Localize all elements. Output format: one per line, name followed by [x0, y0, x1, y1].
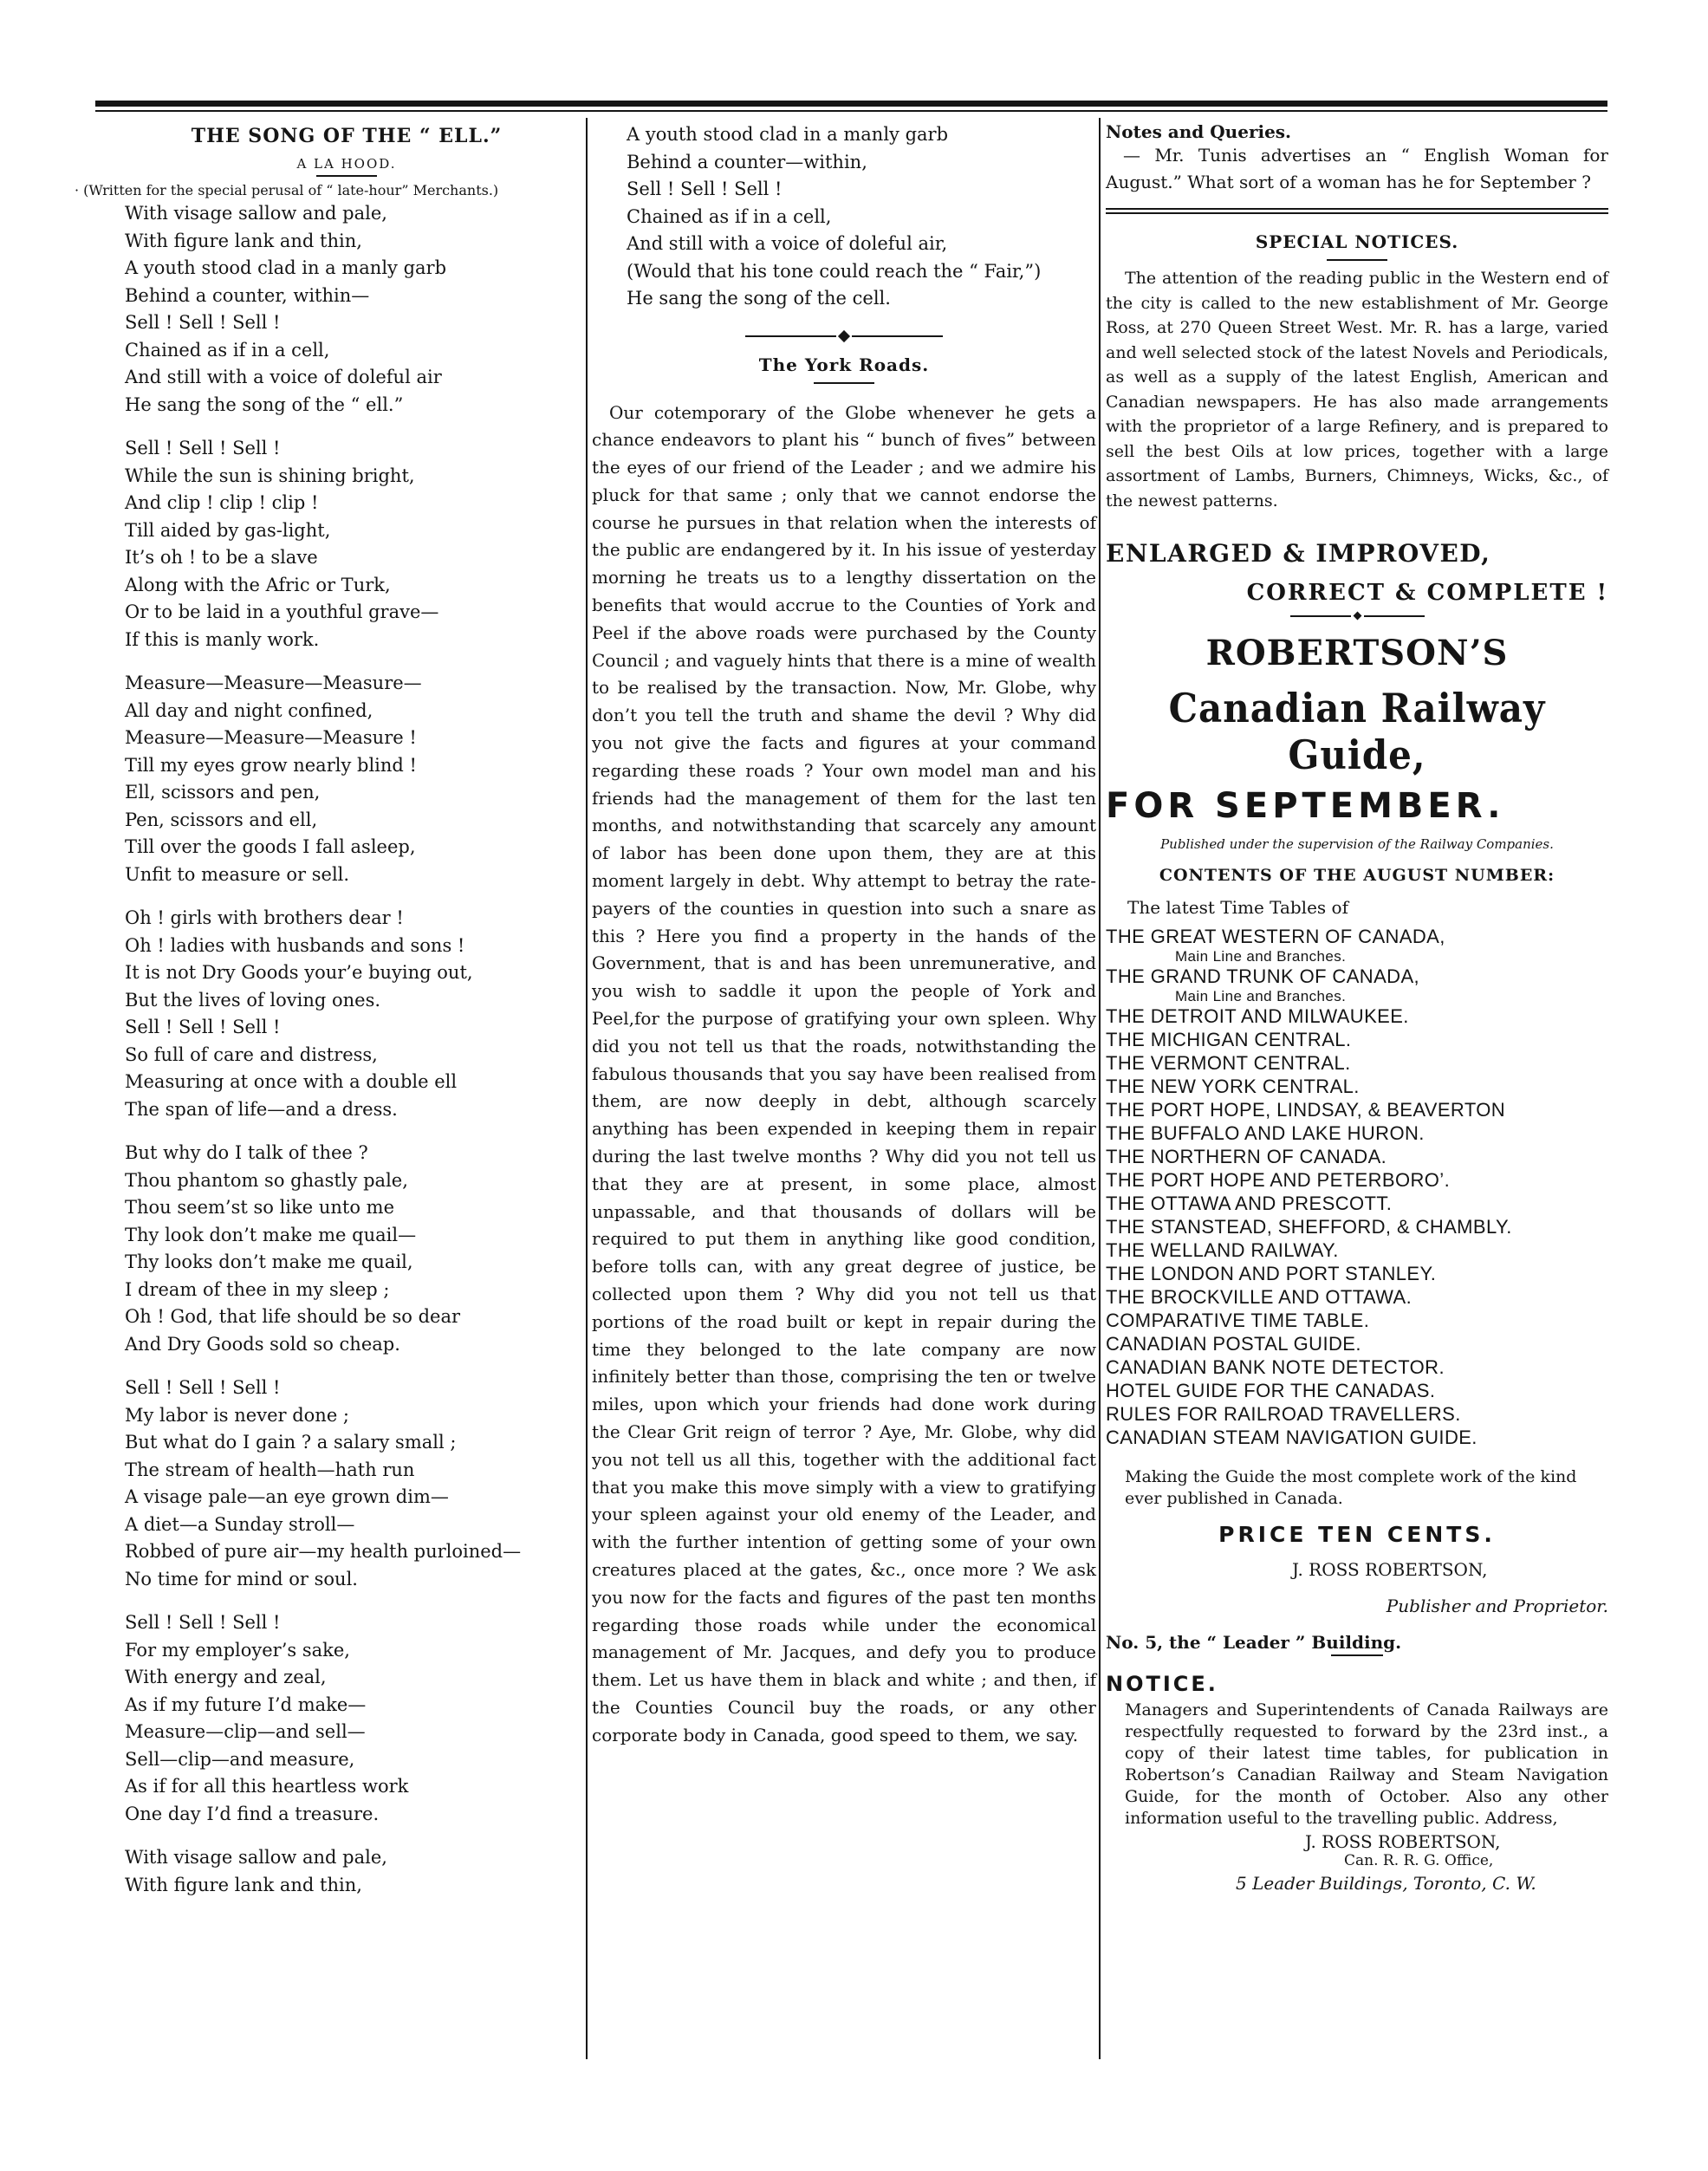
- railway-item: THE OTTAWA AND PRESCOTT.: [1106, 1193, 1393, 1214]
- column-divider-1: [586, 118, 588, 2059]
- masthead-rule-thick: [95, 101, 1607, 107]
- railway-item: CANADIAN BANK NOTE DETECTOR.: [1106, 1356, 1445, 1378]
- railway-subitem: Main Line and Branches.: [1175, 948, 1347, 965]
- poem-line: With visage sallow and pale,: [125, 1847, 387, 1868]
- ad-supervision: Published under the supervision of the Railway Companies.: [1160, 836, 1554, 852]
- poem-line: While the sun is shining bright,: [125, 465, 415, 486]
- railway-item: CANADIAN STEAM NAVIGATION GUIDE.: [1106, 1427, 1477, 1448]
- ad-enlarged-line: ENLARGED & IMPROVED,: [1106, 539, 1491, 568]
- poem-line: The span of life—and a dress.: [125, 1098, 398, 1120]
- queries-body: — Mr. Tunis advertises an “ English Woman for August.” What sort of a woman has he for September ?: [1106, 145, 1608, 192]
- ornamental-divider: [1106, 613, 1608, 619]
- poem-line: It’s oh ! to be a slave: [125, 547, 318, 568]
- notice-title: NOTICE.: [1106, 1672, 1218, 1696]
- railway-item: THE BUFFALO AND LAKE HURON.: [1106, 1122, 1425, 1144]
- poem-line: Behind a counter—within,: [627, 151, 867, 172]
- ad-building: No. 5, the “ Leader ” Building.: [1106, 1632, 1402, 1653]
- ad-robertsons: ROBERTSON’S: [1205, 633, 1509, 673]
- divider: [1327, 259, 1387, 261]
- poem-stanzas: [113, 200, 581, 1899]
- poem-line: For my employer’s sake,: [125, 1639, 350, 1661]
- poem-line: But the lives of loving ones.: [125, 989, 381, 1011]
- ad-latest-tables: The latest Time Tables of: [1127, 897, 1348, 918]
- railway-item: THE MICHIGAN CENTRAL.: [1106, 1029, 1352, 1050]
- article-body: [592, 400, 1096, 1750]
- article-paragraph: Our cotemporary of the Globe whenever he gets a chance endeavors to plant his “ bunch of fives” between the eyes of our friend of the Leader ; and we admire his pluck for that same ; only that we cannot endorse the course he pursues in that relation when the interests of the public are endangered by it. In his issue of yesterday morning he treats us to a lengthy dissertation on the benefits that would accrue to the Counties of York and Peel if the above roads were purchased by the County Council ; and vaguely hints that there is a mine of wealth to be realised by the transaction. Now, Mr. Globe, why don’t you tell the truth and shame the devil ? Why did you not give the facts and figures at your command regarding these roads ? Your own model man and his friends had the management of them for the last ten months, and notwithstanding that scarcely any amount of labor has been done upon them, they are at this moment largely in debt. Why attempt to betray the rate-payers of the counties in question into such a snare as this ? Here you find a property in the hands of the Government, that is and has been unremunerative, and you wish to saddle it upon the people of York and Peel,for the purpose of gratifying your own spleen. Why did you not tell us that the roads, notwithstanding the fabulous thousands that you say have been realised from them, are now deeply in debt, although scarcely anything has been expended in keeping them in repair during the last twelve months ? Why did you not tell us that they are at present, in some place, almost unpassable, and that thousands of dollars will be required to put them in anything like good condition, before tolls can, with any great degree of justice, be collected upon them ? Why did you not tell us that portions of the road built or kept in repair during the time they belonged to the late company are now infinitely better than those, comprising the ten or twelve miles, upon which your friends had done work during the Clear Grit reign of terror ? Aye, Mr. Globe, why did you not tell us all this, together with the additional fact that you make this move simply with a view to gratifying your spleen against your old enemy of the Leader, and with the further intention of getting some of your own creatures placed at the gates, &c., once more ? We ask you now for the facts and figures of the past ten months regarding those roads while under the economical management of Mr. Jacques, and defy you to produce them. Let us have them in black and white ; and then, if the Counties Council buy the roads, or any other corporate body in Canada, good speed to them, we say.: [592, 401, 1096, 1745]
- poem-stanza: [113, 200, 581, 419]
- railway-item: THE NORTHERN OF CANADA.: [1106, 1146, 1387, 1167]
- poem-line: It is not Dry Goods your’e buying out,: [125, 962, 473, 983]
- poem-line: No time for mind or soul.: [125, 1568, 358, 1589]
- poem-line: Sell ! Sell ! Sell !: [125, 1612, 281, 1633]
- poem-stanza: [113, 435, 581, 653]
- ad-for-september: FOR SEPTEMBER.: [1106, 786, 1505, 826]
- poem-line: As if my future I’d make—: [125, 1693, 367, 1715]
- poem-line: With energy and zeal,: [125, 1667, 327, 1687]
- poem-line: Unfit to measure or sell.: [125, 863, 350, 885]
- poem-stanza: [113, 1140, 581, 1358]
- railway-item: RULES FOR RAILROAD TRAVELLERS.: [1106, 1403, 1461, 1425]
- poem-line: Measure—Measure—Measure !: [125, 727, 417, 748]
- column-divider-2: [1099, 118, 1101, 2059]
- poem-line: Measure—clip—and sell—: [125, 1721, 366, 1742]
- poem-line: Sell ! Sell ! Sell !: [125, 1377, 281, 1398]
- poem-line: Robbed of pure air—my health purloined—: [125, 1541, 522, 1562]
- poem-line: He sang the song of the “ ell.”: [125, 393, 404, 415]
- poem-line: With visage sallow and pale,: [125, 203, 387, 224]
- poem-line: A visage pale—an eye grown dim—: [125, 1486, 449, 1507]
- divider: [1331, 1654, 1383, 1656]
- railway-item: THE WELLAND RAILWAY.: [1106, 1239, 1339, 1261]
- poem-line: A youth stood clad in a manly garb: [627, 124, 949, 145]
- poem-line: And clip ! clip ! clip !: [125, 492, 319, 513]
- poem-line: (Would that his tone could reach the “ Fair,”): [627, 260, 1042, 282]
- poem-dedication: · (Written for the special perusal of “ late-hour” Merchants.): [75, 182, 499, 198]
- ad-making-text: Making the Guide the most complete work of the kind ever published in Canada.: [1125, 1467, 1577, 1508]
- poem-line: One day I’d find a treasure.: [125, 1803, 380, 1824]
- poem-line: If this is manly work.: [125, 628, 320, 650]
- poem-line: Till aided by gas-light,: [125, 519, 331, 541]
- poem-line: Sell ! Sell ! Sell !: [125, 1017, 281, 1037]
- poem-line: With figure lank and thin,: [125, 1874, 362, 1895]
- ad-contents-heading: CONTENTS OF THE AUGUST NUMBER:: [1159, 866, 1555, 885]
- divider: [814, 382, 874, 384]
- column-poem: [75, 121, 581, 1915]
- poem-line: Sell ! Sell ! Sell !: [125, 438, 281, 458]
- notice-signature-address: 5 Leader Buildings, Toronto, C. W.: [1236, 1873, 1536, 1894]
- poem-line: A diet—a Sunday stroll—: [125, 1513, 355, 1535]
- poem-stanza: [113, 1844, 581, 1899]
- poem-subtitle: A LA HOOD.: [296, 156, 397, 172]
- poem-line: Sell—clip—and measure,: [125, 1748, 355, 1770]
- railway-item: THE BROCKVILLE AND OTTAWA.: [1106, 1286, 1413, 1308]
- notice-signature-office: Can. R. R. G. Office,: [1344, 1852, 1494, 1869]
- railway-item: THE LONDON AND PORT STANLEY.: [1106, 1263, 1437, 1284]
- poem-line: Chained as if in a cell,: [627, 205, 832, 227]
- poem-line: Thou seem’st so like unto me: [125, 1197, 394, 1218]
- poem-line: And Dry Goods sold so cheap.: [125, 1333, 400, 1355]
- railway-list: [1106, 925, 1608, 1449]
- railway-item: HOTEL GUIDE FOR THE CANADAS.: [1106, 1380, 1436, 1401]
- poem-line: Thy look don’t make me quail—: [125, 1224, 417, 1245]
- ad-price: PRICE TEN CENTS.: [1218, 1522, 1496, 1547]
- poem-stanza: [113, 670, 581, 888]
- railway-item: THE VERMONT CENTRAL.: [1106, 1052, 1351, 1074]
- poem-line: My labor is never done ;: [125, 1404, 349, 1426]
- poem-line: So full of care and distress,: [125, 1043, 378, 1065]
- queries-title: Notes and Queries.: [1106, 121, 1292, 142]
- poem-line: Till my eyes grow nearly blind !: [125, 754, 417, 776]
- poem-line: But what do I gain ? a salary small ;: [125, 1432, 457, 1453]
- poem-line: He sang the song of the cell.: [627, 288, 891, 309]
- ad-publisher-role: Publisher and Proprietor.: [1386, 1596, 1608, 1616]
- poem-stanza: [113, 1375, 581, 1593]
- ad-railway-guide: Canadian Railway Guide,: [1168, 685, 1546, 778]
- poem-line: And still with a voice of doleful air,: [627, 233, 948, 254]
- divider: [316, 175, 377, 177]
- poem-line: Sell ! Sell ! Sell !: [627, 179, 783, 199]
- railway-item: THE PORT HOPE AND PETERBORO’.: [1106, 1169, 1451, 1191]
- ad-correct-line: CORRECT & COMPLETE !: [1246, 580, 1608, 606]
- poem-line: Along with the Afric or Turk,: [125, 574, 391, 595]
- poem-line: Measure—Measure—Measure—: [125, 673, 422, 693]
- column-editorial: [592, 121, 1096, 1750]
- poem-line: All day and night confined,: [125, 699, 373, 721]
- poem-line: The stream of health—hath run: [125, 1459, 415, 1480]
- poem-line: Oh ! ladies with husbands and sons !: [125, 934, 465, 956]
- double-rule: [1106, 208, 1608, 214]
- poem-line: Ell, scissors and pen,: [125, 782, 321, 803]
- poem-stanza: [113, 905, 581, 1123]
- poem-line: Measuring at once with a double ell: [125, 1071, 458, 1092]
- poem-line: With figure lank and thin,: [125, 230, 362, 251]
- article-title: The York Roads.: [758, 354, 930, 375]
- column-notices: [1106, 121, 1608, 1894]
- railway-item: THE GREAT WESTERN OF CANADA,: [1106, 926, 1445, 947]
- railway-item: THE STANSTEAD, SHEFFORD, & CHAMBLY.: [1106, 1216, 1512, 1238]
- poem-continuation: [592, 121, 1096, 313]
- notice-body: Managers and Superintendents of Canada Railways are respectfully requested to forward by the 23rd inst., a copy of their latest time tables, for publication in Robertson’s Canadian Railway and Steam Navigation Guide, for the month of October. Also any other information useful to the travelling public. Address,: [1125, 1700, 1608, 1828]
- poem-line: Oh ! God, that life should be so dear: [125, 1306, 461, 1327]
- poem-title: THE SONG OF THE “ ELL.”: [191, 125, 503, 147]
- railway-item: COMPARATIVE TIME TABLE.: [1106, 1310, 1370, 1331]
- poem-line: And still with a voice of doleful air: [125, 367, 442, 387]
- masthead-rule-thin: [95, 110, 1607, 112]
- special-notices-title: SPECIAL NOTICES.: [1255, 231, 1459, 252]
- poem-line: Or to be laid in a youthful grave—: [125, 601, 439, 622]
- railway-item: THE GRAND TRUNK OF CANADA,: [1106, 965, 1420, 987]
- poem-line: Behind a counter, within—: [125, 284, 370, 306]
- poem-line: Till over the goods I fall asleep,: [125, 836, 416, 857]
- railway-subitem: Main Line and Branches.: [1175, 988, 1347, 1004]
- poem-line: Pen, scissors and ell,: [125, 809, 318, 830]
- special-notices-body: The attention of the reading public in the Western end of the city is called to the new establishment of Mr. George Ross, at 270 Queen Street West. Mr. R. has a large, varied and well selected stock of the latest Novels and Periodicals, as well as a supply of the latest English, American and Canadian newspapers. He has also made arrangements with the proprietor of a large Refinery, and is prepared to sell the best Oils at low prices, together with a large assortment of Lambs, Burners, Chimneys, Wicks, &c., of the newest patterns.: [1106, 269, 1608, 510]
- poem-line: A youth stood clad in a manly garb: [125, 257, 447, 278]
- railway-item: CANADIAN POSTAL GUIDE.: [1106, 1333, 1361, 1355]
- poem-line: Oh ! girls with brothers dear !: [125, 907, 404, 928]
- railway-item: THE NEW YORK CENTRAL.: [1106, 1076, 1360, 1097]
- poem-line: But why do I talk of thee ?: [125, 1142, 368, 1163]
- ad-publisher-name: J. ROSS ROBERTSON,: [1292, 1559, 1488, 1580]
- poem-line: Chained as if in a cell,: [125, 339, 330, 361]
- poem-line: Thy looks don’t make me quail,: [125, 1251, 413, 1272]
- railway-item: THE DETROIT AND MILWAUKEE.: [1106, 1005, 1409, 1027]
- poem-line: As if for all this heartless work: [125, 1776, 409, 1797]
- poem-line: Sell ! Sell ! Sell !: [125, 312, 281, 333]
- poem-line: Thou phantom so ghastly pale,: [125, 1169, 408, 1191]
- notice-signature-name: J. ROSS ROBERTSON,: [1305, 1831, 1501, 1852]
- ornamental-divider: [592, 332, 1096, 341]
- poem-stanza: [113, 1609, 581, 1828]
- railway-item: THE PORT HOPE, LINDSAY, & BEAVERTON: [1106, 1099, 1506, 1121]
- poem-line: I dream of thee in my sleep ;: [125, 1278, 390, 1300]
